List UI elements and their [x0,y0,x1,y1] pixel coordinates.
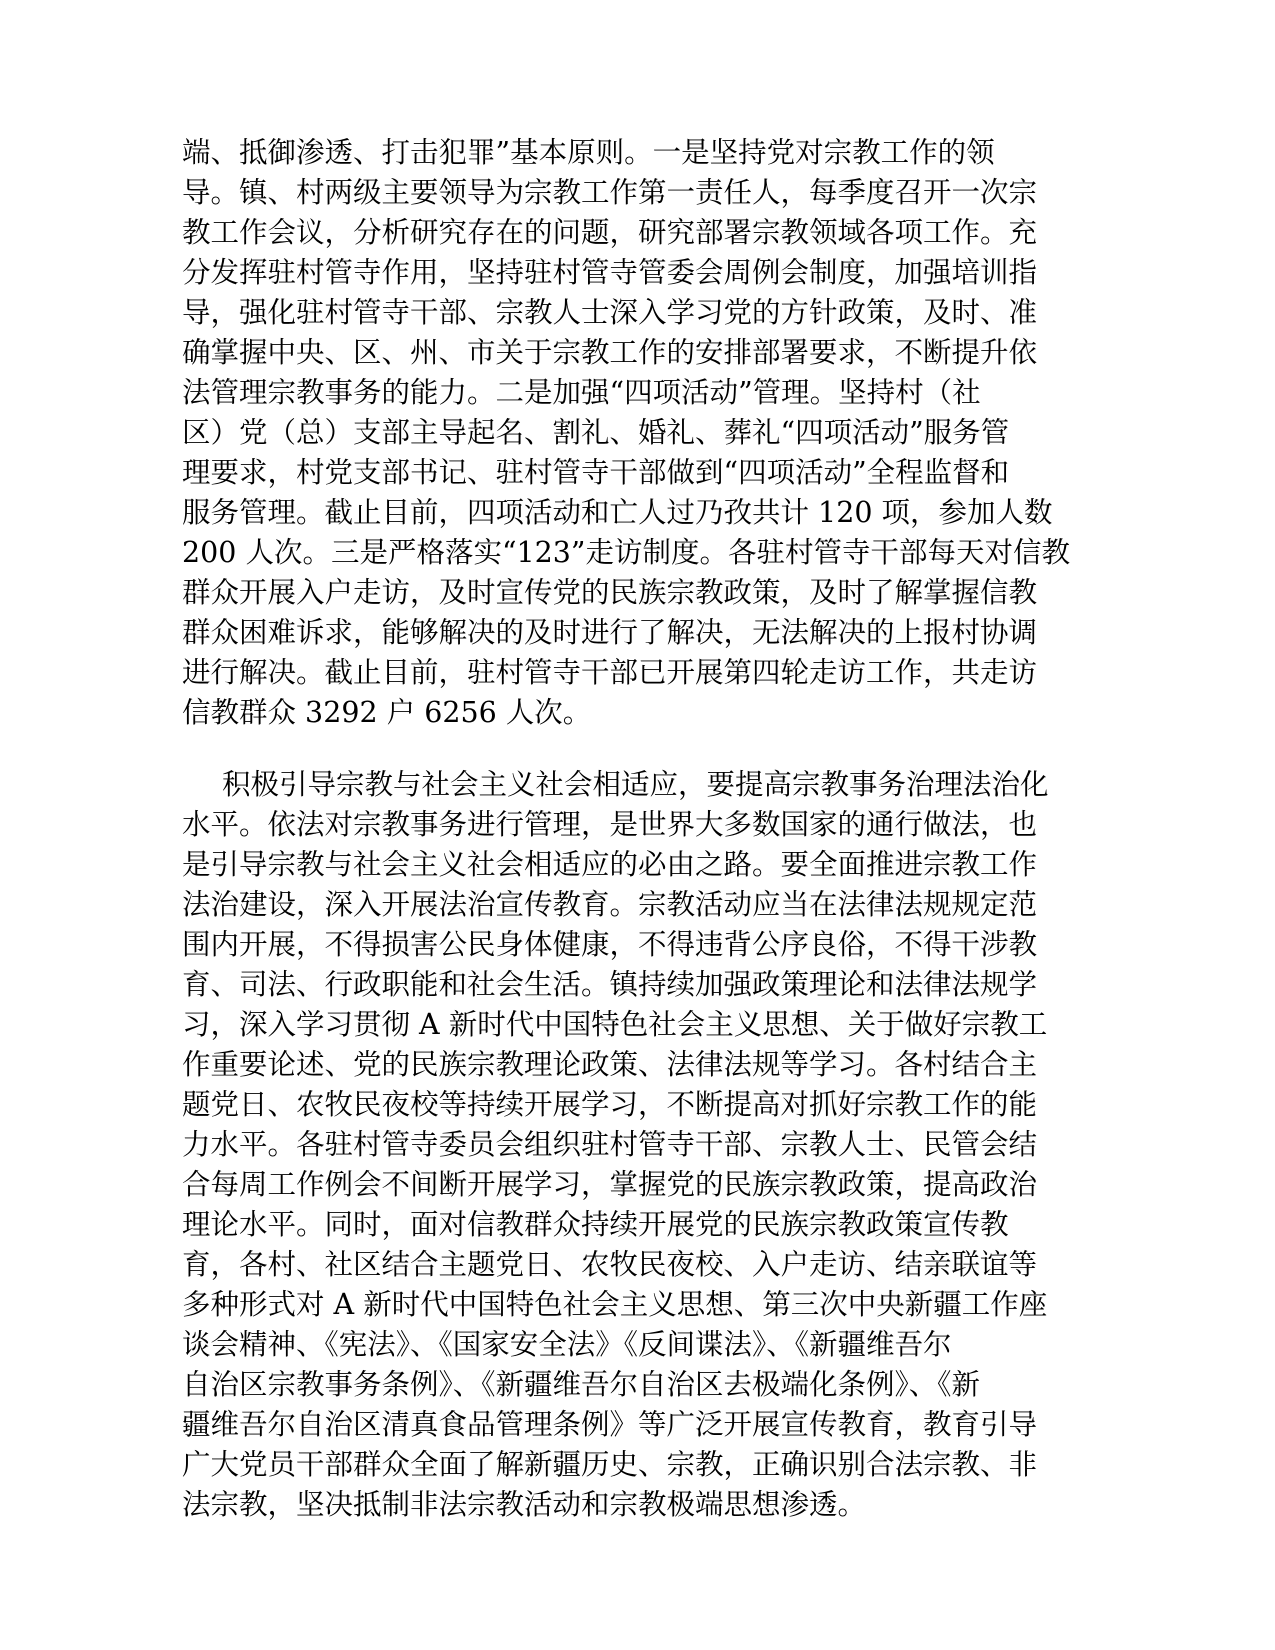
text-line: 法管理宗教事务的能力。二是加强“四项活动”管理。坚持村（社 [182,376,981,409]
text-line: 信教群众 3292 户 6256 人次。 [182,696,592,729]
text-line: 进行解决。截止目前，驻村管寺干部已开展第四轮走访工作，共走访 [182,656,1038,689]
text-line: 确掌握中央、区、州、市关于宗教工作的安排部署要求，不断提升依 [182,336,1038,369]
text-line: 题党日、农牧民夜校等持续开展学习，不断提高对抓好宗教工作的能 [182,1088,1038,1121]
text-line: 群众困难诉求，能够解决的及时进行了解决，无法解决的上报村协调 [182,616,1038,649]
text-line: 育，各村、社区结合主题党日、农牧民夜校、入户走访、结亲联谊等 [182,1248,1038,1281]
text-line: 习，深入学习贯彻 A 新时代中国特色社会主义思想、关于做好宗教工 [182,1008,1048,1041]
paragraph-1 [182,133,1070,733]
text-line: 围内开展，不得损害公民身体健康，不得违背公序良俗，不得干涉教 [182,928,1038,961]
text-line: 区）党（总）支部主导起名、割礼、婚礼、葬礼“四项活动”服务管 [182,416,1010,449]
text-line: 谈会精神、《宪法》、《国家安全法》《反间谍法》、《新疆维吾尔 [182,1328,952,1361]
text-line: 分发挥驻村管寺作用，坚持驻村管寺管委会周例会制度，加强培训指 [182,256,1038,289]
text-line: 端、抵御渗透、打击犯罪”基本原则。一是坚持党对宗教工作的领 [182,136,995,169]
text-line: 200 人次。三是严格落实“123”走访制度。各驻村管寺干部每天对信教 [182,536,1070,569]
text-line: 法治建设，深入开展法治宣传教育。宗教活动应当在法律法规规定范 [182,888,1038,921]
text-line: 积极引导宗教与社会主义社会相适应，要提高宗教事务治理法治化 [222,768,1049,801]
text-line: 理要求，村党支部书记、驻村管寺干部做到“四项活动”全程监督和 [182,456,1010,489]
text-line: 广大党员干部群众全面了解新疆历史、宗教，正确识别合法宗教、非 [182,1448,1038,1481]
text-line: 疆维吾尔自治区清真食品管理条例》等广泛开展宣传教育，教育引导 [182,1408,1038,1441]
text-line: 服务管理。截止目前，四项活动和亡人过乃孜共计 120 项，参加人数 [182,496,1053,529]
text-line: 多种形式对 A 新时代中国特色社会主义思想、第三次中央新疆工作座 [182,1288,1048,1321]
text-line: 合每周工作例会不间断开展学习，掌握党的民族宗教政策，提高政治 [182,1168,1038,1201]
text-line: 法宗教，坚决抵制非法宗教活动和宗教极端思想渗透。 [182,1488,867,1521]
text-line: 导。镇、村两级主要领导为宗教工作第一责任人，每季度召开一次宗 [182,176,1038,209]
text-line: 育、司法、行政职能和社会生活。镇持续加强政策理论和法律法规学 [182,968,1038,1001]
text-line: 导，强化驻村管寺干部、宗教人士深入学习党的方针政策，及时、准 [182,296,1038,329]
text-line: 水平。依法对宗教事务进行管理，是世界大多数国家的通行做法，也 [182,808,1038,841]
document-page [182,133,1070,1525]
text-line: 作重要论述、党的民族宗教理论政策、法律法规等学习。各村结合主 [182,1048,1038,1081]
text-line: 理论水平。同时，面对信教群众持续开展党的民族宗教政策宣传教 [182,1208,1009,1241]
paragraph-2 [182,765,1049,1525]
text-line: 力水平。各驻村管寺委员会组织驻村管寺干部、宗教人士、民管会结 [182,1128,1038,1161]
text-line: 教工作会议，分析研究存在的问题，研究部署宗教领域各项工作。充 [182,216,1038,249]
text-line: 是引导宗教与社会主义社会相适应的必由之路。要全面推进宗教工作 [182,848,1038,881]
text-line: 群众开展入户走访，及时宣传党的民族宗教政策，及时了解掌握信教 [182,576,1038,609]
text-line: 自治区宗教事务条例》、《新疆维吾尔自治区去极端化条例》、《新 [182,1368,981,1401]
